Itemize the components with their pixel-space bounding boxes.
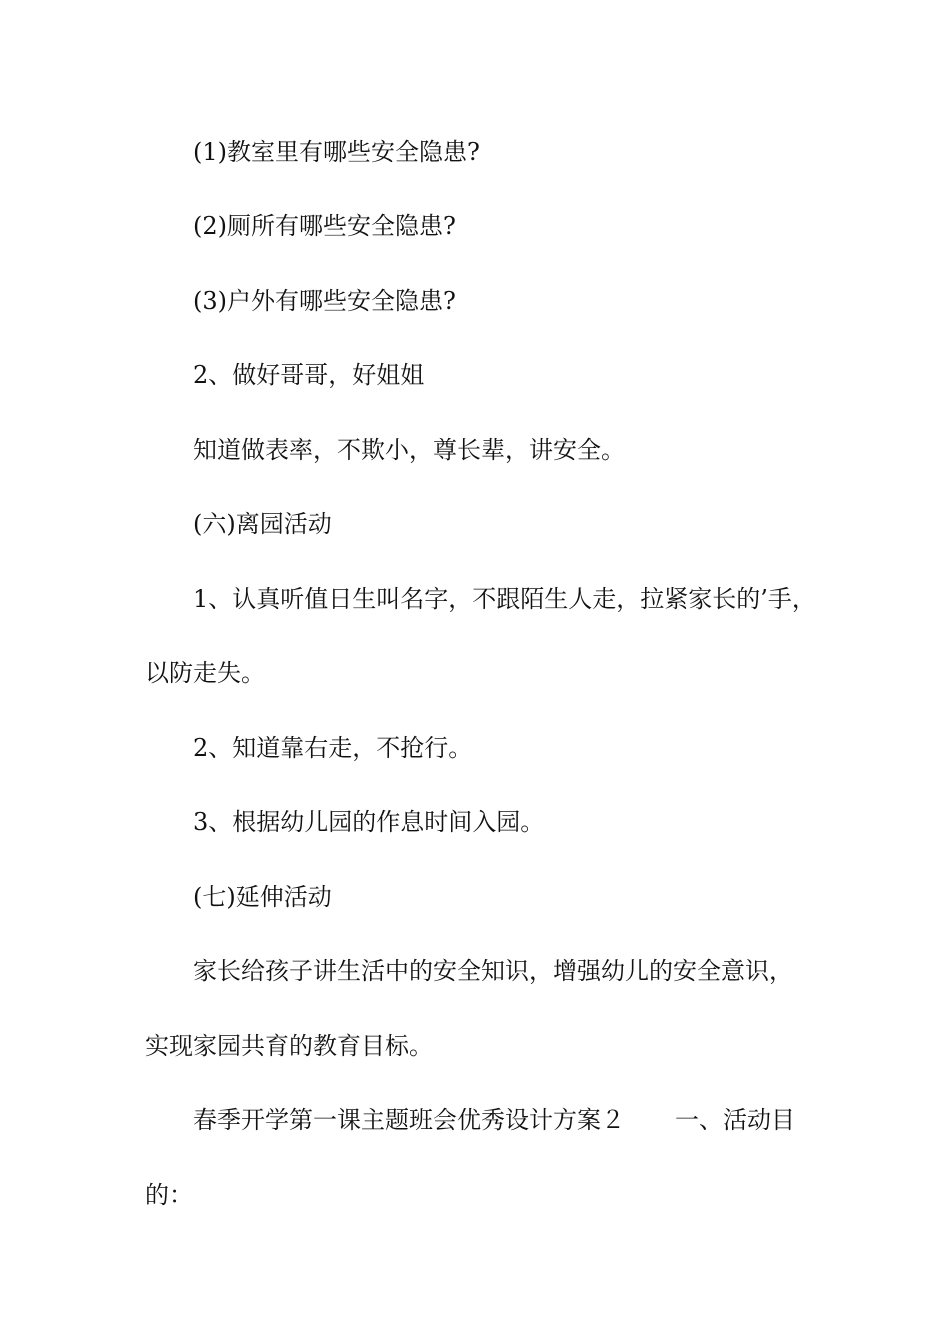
question-outdoor-hazards: (3)户外有哪些安全隐患? — [193, 287, 456, 315]
item-keep-right: 2、知道靠右走，不抢行。 — [193, 734, 473, 762]
item-listen-name: 1、认真听值日生叫名字，不跟陌生人走，拉紧家长的’手， — [193, 585, 816, 613]
question-classroom-hazards: (1)教室里有哪些安全隐患? — [193, 138, 480, 166]
paragraph-parents-knowledge: 家长给孩子讲生活中的安全知识，增强幼儿的安全意识， — [193, 957, 793, 985]
paragraph-set-example: 知道做表率，不欺小，尊长辈，讲安全。 — [193, 436, 625, 464]
section-heading-extension: (七)延伸活动 — [193, 883, 332, 911]
item-schedule: 3、根据幼儿园的作息时间入园。 — [193, 808, 545, 836]
item-good-siblings: 2、做好哥哥，好姐姐 — [193, 361, 425, 389]
question-toilet-hazards: (2)厕所有哪些安全隐患? — [193, 212, 456, 240]
section-heading-leaving: (六)离园活动 — [193, 510, 332, 538]
activity-goal-heading: 一、活动目 — [675, 1106, 795, 1134]
plan-title-line — [193, 1105, 795, 1135]
paragraph-parents-knowledge-continued: 实现家园共育的教育目标。 — [145, 1032, 433, 1060]
item-listen-name-continued: 以防走失。 — [145, 659, 265, 687]
plan-title: 春季开学第一课主题班会优秀设计方案２ — [193, 1106, 625, 1134]
activity-goal-heading-continued: 的： — [145, 1181, 193, 1209]
